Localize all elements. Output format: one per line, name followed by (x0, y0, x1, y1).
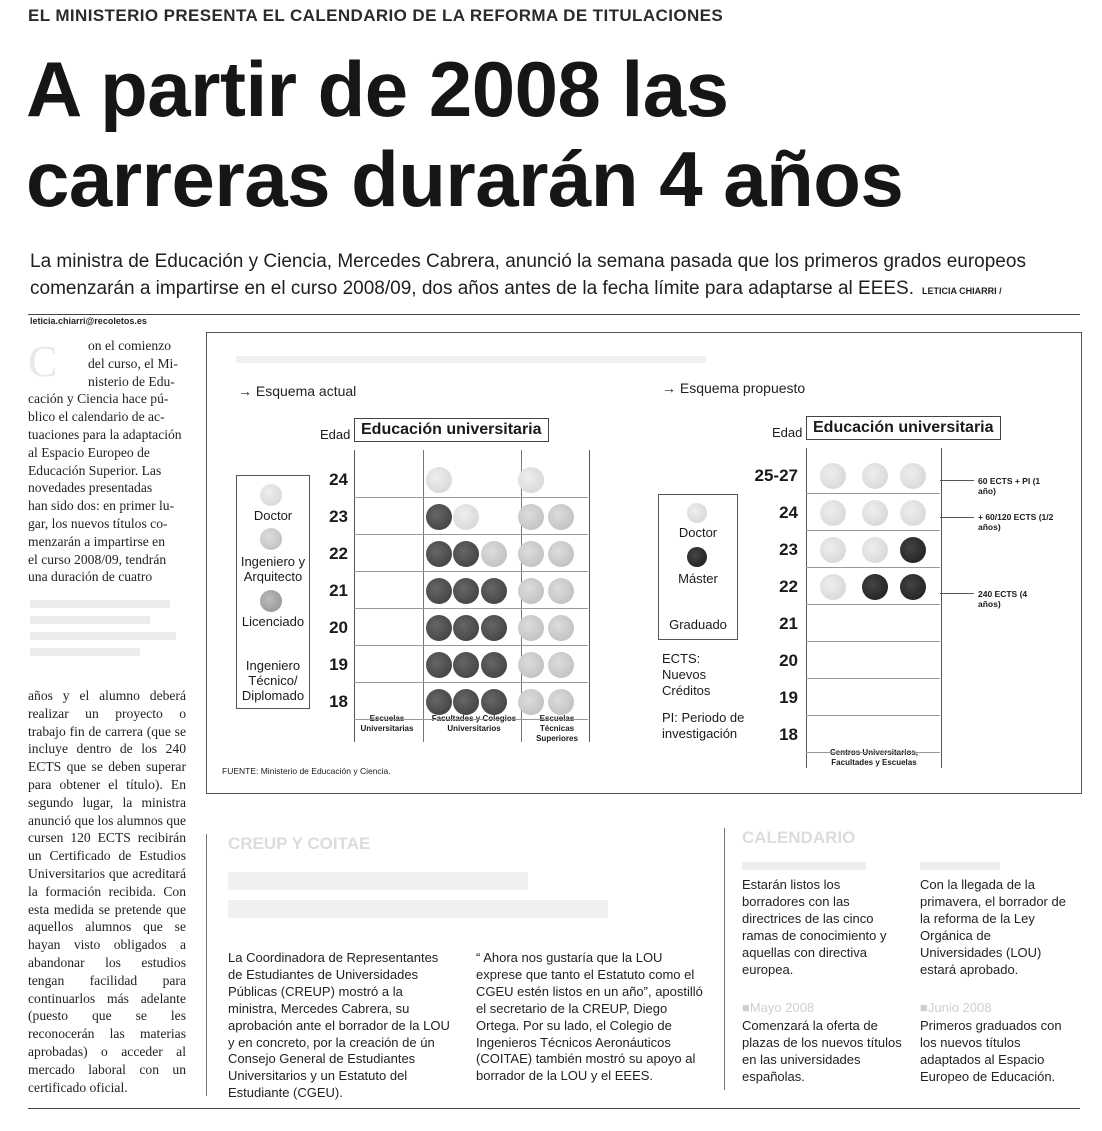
chart-dot-right (900, 463, 926, 489)
chart-dot-left (481, 541, 507, 567)
standfirst (30, 248, 1090, 335)
age-label-left: 23 (329, 507, 348, 526)
chart-dot-right (862, 500, 888, 526)
chart-dot-right (820, 463, 846, 489)
age-label-right: 18 (779, 725, 798, 744)
body-line: on el comienzo (88, 338, 172, 353)
label-esquema-propuesto: → Esquema propuesto (662, 380, 806, 396)
chart-dot-left (481, 689, 507, 715)
row-line-left (354, 682, 588, 683)
row-line-right (806, 493, 940, 494)
body-line: una duración de cuatro (28, 569, 153, 585)
chart-dot-left (518, 467, 544, 493)
chart-dot-left (426, 615, 452, 641)
row-line-left (354, 571, 588, 572)
calendar-label-junio: ■Junio 2008 (920, 1000, 992, 1015)
edad-label-left: Edad (320, 427, 351, 442)
body-line: novedades presentadas (28, 480, 153, 496)
chart-dot-left (426, 652, 452, 678)
note-line-1 (940, 480, 974, 481)
calendar-label-mayo-text: Mayo 2008 (749, 1000, 815, 1015)
age-label-left: 18 (329, 692, 348, 711)
note-line-2 (940, 517, 974, 518)
age-label-right: 23 (779, 540, 798, 559)
chart-dot-left (453, 652, 479, 678)
age-label-left: 24 (329, 470, 348, 489)
body-line: Educación Superior. Las (28, 462, 162, 478)
body-paragraph-1 (28, 337, 186, 586)
calendar-rule (724, 828, 725, 1090)
drop-cap-faded: C (28, 337, 58, 386)
body-line: menzarán a impartirse en (28, 533, 165, 549)
legend-dot-licenciado (260, 590, 282, 612)
calendar-item-2: Con la llegada de la primavera, el borrador de la reforma de la Ley Orgánica de Universidades (LOU) estará aprobado. (920, 877, 1066, 977)
note-60-120-ects: + 60/120 ECTS (1/2 años) (978, 512, 1054, 532)
age-label-right: 19 (779, 688, 798, 707)
body-line: blico el calendario de ac- (28, 409, 165, 425)
chart-dot-right (900, 537, 926, 563)
chart-dot-left (548, 652, 574, 678)
chart-dot-right (820, 500, 846, 526)
sidebar-left-rule (206, 834, 207, 1096)
age-label-right: 20 (779, 651, 798, 670)
pi-note: PI: Periodo de investigación (662, 710, 745, 741)
row-line-left (354, 608, 588, 609)
headline (26, 44, 1096, 224)
chart-dot-right (862, 463, 888, 489)
chart-dot-left (548, 615, 574, 641)
col-escuelas-universitarias: Universitarias (360, 724, 414, 733)
chart-dot-left (426, 541, 452, 567)
body-line: tuaciones para la adaptación (28, 426, 182, 442)
legend-ingeniero: Ingeniero y Arquitecto (240, 554, 306, 584)
body-line: nisterio de Edu- (88, 373, 175, 389)
right-grid (806, 448, 942, 768)
col-centros: Facultades y Escuelas (831, 758, 917, 767)
chart-dot-left (481, 615, 507, 641)
chart-dot-left (548, 689, 574, 715)
chart-title-right: Educación universitaria (806, 416, 1001, 440)
chart-dot-right (900, 500, 926, 526)
legend-dot-doctor-r (687, 503, 707, 523)
chart-dot-left (426, 689, 452, 715)
col-escuelas-tecnicas: Técnicas Superiores (536, 724, 578, 743)
chart-dot-left (426, 467, 452, 493)
calendar-date-faded-2 (920, 862, 1000, 870)
left-legend (236, 475, 310, 709)
calendar-date-faded-1 (742, 862, 866, 870)
body-line: cación y Ciencia hace pú- (28, 391, 169, 407)
chart-dot-left (453, 615, 479, 641)
body-paragraph-2: años y el alumno deberá realizar un proyecto o trabajo fin de carrera (que se incluye dentro de los 240 ECTS que se deben superar para obtener el título). En segundo lugar, la ministra anunció que los alumnos que cursen 120 ECTS recibirán un Certificado de Estudios Universitarios que acreditará la formación recibida. Con esta medida se pretende que aquellos alumnos que se hayan visto obligados a abandonar los estudios tengan facilidad para continuarlos más adelante (puesto que se les reconocerán las materias aprobadas) o acceder al mercado laboral con un certificado oficial. (28, 688, 186, 1095)
col-facultades: Universitarios (447, 724, 501, 733)
chart-title-left: Educación universitaria (354, 418, 549, 442)
body-line: al Espacio Europeo de (28, 444, 150, 460)
chart-dot-left (518, 541, 544, 567)
row-line-right (806, 752, 940, 753)
chart-dot-left (453, 541, 479, 567)
esquema-actual-text: Esquema actual (255, 383, 357, 399)
chart-dot-left (481, 578, 507, 604)
legend-dot-doctor (260, 484, 282, 506)
kicker: EL MINISTERIO PRESENTA EL CALENDARIO DE LA REFORMA DE TITULACIONES (28, 6, 724, 25)
ects-note: ECTS: Nuevos Créditos (662, 651, 711, 698)
chart-dot-left (518, 615, 544, 641)
chart-dot-left (518, 689, 544, 715)
ortega-paragraph: “ Ahora nos gustaría que la LOU exprese que tanto el Estatuto como el CGEU estén listos en un año”, apostilló el secretario de la CREUP, Diego Ortega. Por su lado, el Colegio de Ingenieros Técnicos Aeronáuticos (COITAE) también mostró su apoyo al borrador de la LOU y el EEES. (476, 950, 703, 1084)
note-240-ects: 240 ECTS (4 años) (978, 589, 1028, 609)
headline-line-1: A partir de 2008 las (26, 45, 729, 133)
calendar-label-mayo: ■Mayo 2008 (742, 1000, 815, 1015)
chart-dot-right (820, 537, 846, 563)
legend-graduado: Graduado (669, 617, 727, 632)
legend-dot-master (687, 547, 707, 567)
age-label-right: 24 (779, 503, 798, 522)
chart-dot-left (548, 504, 574, 530)
right-legend (658, 494, 738, 640)
note-line-3 (940, 593, 974, 594)
pull-quote-faded (30, 596, 180, 668)
row-line-right (806, 715, 940, 716)
row-line-left (354, 497, 588, 498)
chart-dot-left (453, 689, 479, 715)
sidebar-subhead-faded (228, 872, 628, 930)
row-line-left (354, 719, 588, 720)
row-line-left (354, 645, 588, 646)
body-line: el curso 2008/09, tendrán (28, 551, 167, 567)
age-label-right: 21 (779, 614, 798, 633)
label-esquema-actual: → Esquema actual (238, 383, 357, 399)
chart-dot-left (453, 578, 479, 604)
chart-dot-left (518, 578, 544, 604)
calendar-item-1: Estarán listos los borradores con las directrices de las cinco ramas de conocimiento y aquellas con directiva europea. (742, 877, 887, 977)
body-line: han sido dos: en primer lu- (28, 498, 175, 514)
chart-source: FUENTE: Ministerio de Educación y Ciencia. (222, 766, 391, 776)
headline-line-2: carreras durarán 4 años (26, 135, 904, 223)
chart-dot-right (862, 537, 888, 563)
esquema-propuesto-text: Esquema propuesto (679, 380, 806, 396)
age-label-left: 22 (329, 544, 348, 563)
row-line-right (806, 530, 940, 531)
row-line-right (806, 567, 940, 568)
age-label-right: 22 (779, 577, 798, 596)
chart-faded-header (236, 350, 1056, 370)
legend-master: Máster (678, 571, 718, 586)
legend-diplomado: Ingeniero Técnico/ Diplomado (241, 658, 305, 703)
chart-dot-left (548, 578, 574, 604)
chart-dot-left (426, 578, 452, 604)
calendar-label-junio-text: Junio 2008 (927, 1000, 992, 1015)
chart-dot-left (548, 541, 574, 567)
chart-dot-left (518, 652, 544, 678)
row-line-right (806, 641, 940, 642)
note-60-ects: 60 ECTS + PI (1 año) (978, 476, 1041, 496)
chart-dot-left (426, 504, 452, 530)
legend-doctor: Doctor (253, 508, 293, 523)
age-label-left: 21 (329, 581, 348, 600)
calendar-item-4: Primeros graduados con los nuevos títulos adaptados al Espacio Europeo de Educación. (920, 1018, 1062, 1084)
byline: LETICIA CHIARRI / leticia.chiarri@recoletos.es (30, 286, 1002, 326)
age-label-left: 19 (329, 655, 348, 674)
chart-dot-left (518, 504, 544, 530)
standfirst-text: La ministra de Educación y Ciencia, Mercedes Cabrera, anunció la semana pasada que los primeros grados europeos comenzarán a impartirse en el curso 2008/09, dos años antes de la fecha límite para adaptarse al EEES. (30, 251, 1026, 299)
legend-licenciado: Licenciado (241, 614, 305, 629)
row-line-left (354, 534, 588, 535)
chart-dot-left (453, 504, 479, 530)
bottom-rule (28, 1108, 1080, 1109)
creup-paragraph: La Coordinadora de Representantes de Estudiantes de Universidades Públicas (CREUP) mostró a la ministra, Mercedes Cabrera, su aprobación ante el borrador de la LOU y en concreto, por la creación de ún Consejo General de Estudiantes Universitarios y un Estatuto del Estudiante (CGEU). (228, 950, 450, 1101)
calendar-item-3: Comenzará la oferta de plazas de los nuevos títulos en las universidades españolas. (742, 1018, 902, 1084)
top-rule (28, 314, 1080, 315)
chart-dot-right (862, 574, 888, 600)
chart-dot-right (820, 574, 846, 600)
legend-doctor-r: Doctor (678, 525, 718, 540)
legend-dot-ingeniero (260, 528, 282, 550)
sidebar-heading-faded: CREUP Y COITAE (228, 834, 371, 853)
age-label-left: 20 (329, 618, 348, 637)
calendar-heading-faded: CALENDARIO (742, 828, 856, 847)
edad-label-right: Edad (772, 425, 803, 440)
row-line-right (806, 604, 940, 605)
row-line-right (806, 678, 940, 679)
age-label-right: 25-27 (754, 466, 798, 485)
chart-dot-right (900, 574, 926, 600)
body-line: del curso, el Mi- (88, 355, 178, 371)
body-line: gar, los nuevos títulos co- (28, 515, 168, 531)
chart-dot-left (481, 652, 507, 678)
